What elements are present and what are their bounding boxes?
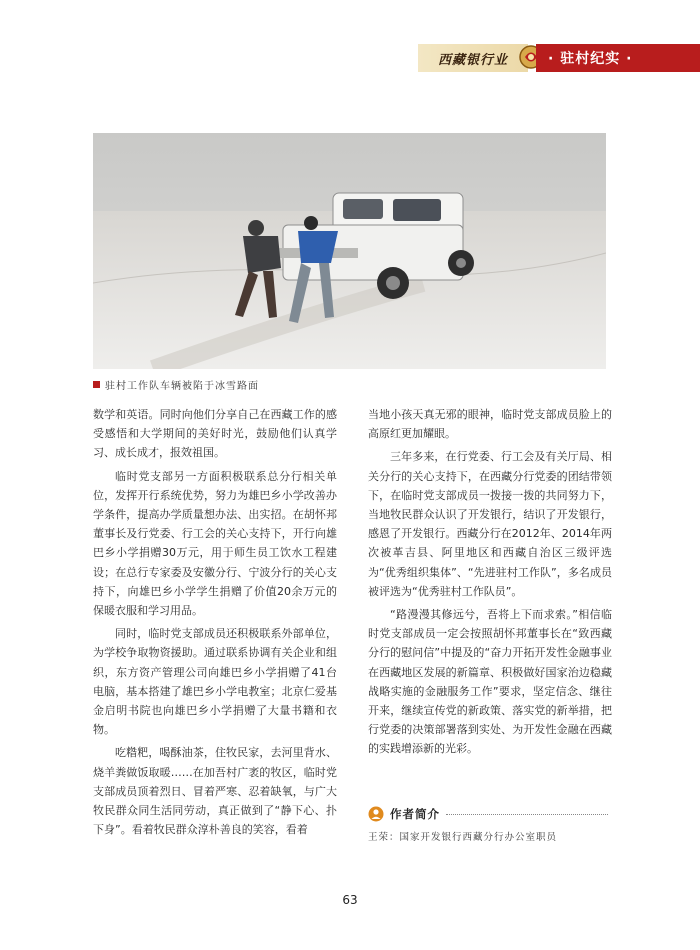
- caption-bullet-icon: [93, 381, 100, 388]
- section-title: · 驻村纪实 ·: [536, 44, 700, 72]
- author-divider: [446, 814, 608, 815]
- section-header: [418, 44, 700, 72]
- paragraph: 临时党支部另一方面积极联系总分行相关单位，发挥开行系统优势，努力为雄巴乡小学改善办学条件，提高办学质量想办法、出实招。在胡怀邦董事长及行党委、行工会的关心支持下，开行向雄巴乡小学捐赠30万元，用于师生员工饮水工程建设；在总行专家委及安徽分行、宁波分行的关心支持下，向雄巴乡小学学生捐赠了价值20余万元的保暖衣服和学习用品。: [93, 469, 337, 618]
- photo-caption: [93, 377, 259, 391]
- right-text-column: [368, 405, 612, 763]
- paragraph: 数学和英语。同时向他们分享自己在西藏工作的感受感悟和大学期间的美好时光，鼓励他们认真学习、成长成才，报效祖国。: [93, 408, 337, 460]
- author-text: 王荣：国家开发银行西藏分行办公室职员: [368, 832, 558, 843]
- paragraph: 同时，临时党支部成员还积极联系外部单位，为学校争取物资援助。通过联系协调有关企业和组织，东方资产管理公司向雄巴乡小学捐赠了41台电脑，基本搭建了雄巴乡小学电教室；北京仁爱基金启明书院也向雄巴乡小学捐赠了大量书籍和衣物。: [93, 627, 337, 737]
- paragraph: 当地小孩天真无邪的眼神，临时党支部成员脸上的高原红更加耀眼。: [368, 408, 612, 441]
- author-title: 作者简介: [390, 807, 440, 821]
- caption-text: 驻村工作队车辆被陷于冰雪路面: [105, 380, 259, 392]
- left-text-column: [93, 405, 337, 843]
- snow-truck-photo: [93, 133, 606, 369]
- brand-label: 西藏银行业: [418, 44, 528, 72]
- author-icon: [368, 806, 384, 822]
- paragraph: 三年多来，在行党委、行工会及有关厅局、相关分行的关心支持下，在西藏分行党委的团结带领下，在临时党支部成员一拨接一拨的共同努力下，当地牧民群众认识了开发银行，结识了开发银行，感恩了开发银行。西藏分行在2012年、2014年两次被革吉县、阿里地区和西藏自治区三级评选为“优秀组织集体”、“先进驻村工作队”，多名成员被评选为“优秀驻村工作队员”。: [368, 450, 612, 598]
- author-bio: [368, 805, 608, 843]
- author-heading: [368, 805, 608, 823]
- paragraph: 吃糌粑，喝酥油茶，住牧民家，去河里背水、烧羊粪做饭取暖……在加吾村广袤的牧区，临时党支部成员顶着烈日、冒着严寒、忍着缺氧，与广大牧民群众同生活同劳动，真正做到了“静下心、扑下身”。看着牧民群众淳朴善良的笑容，看着: [93, 746, 337, 837]
- page-number: 63: [342, 893, 358, 907]
- paragraph: “路漫漫其修远兮，吾将上下而求索。”相信临时党支部成员一定会按照胡怀邦董事长在“致西藏分行的慰问信”中提及的“奋力开拓开发性金融事业在西藏地区发展的新篇章、积极做好国家治边稳藏战略实施的金融服务工作”要求，坚定信念、继往开来，继续宣传党的新政策、落实党的新举措，把行党委的决策部署落到实处、为开发性金融在西藏的实践增添新的光彩。: [368, 608, 612, 756]
